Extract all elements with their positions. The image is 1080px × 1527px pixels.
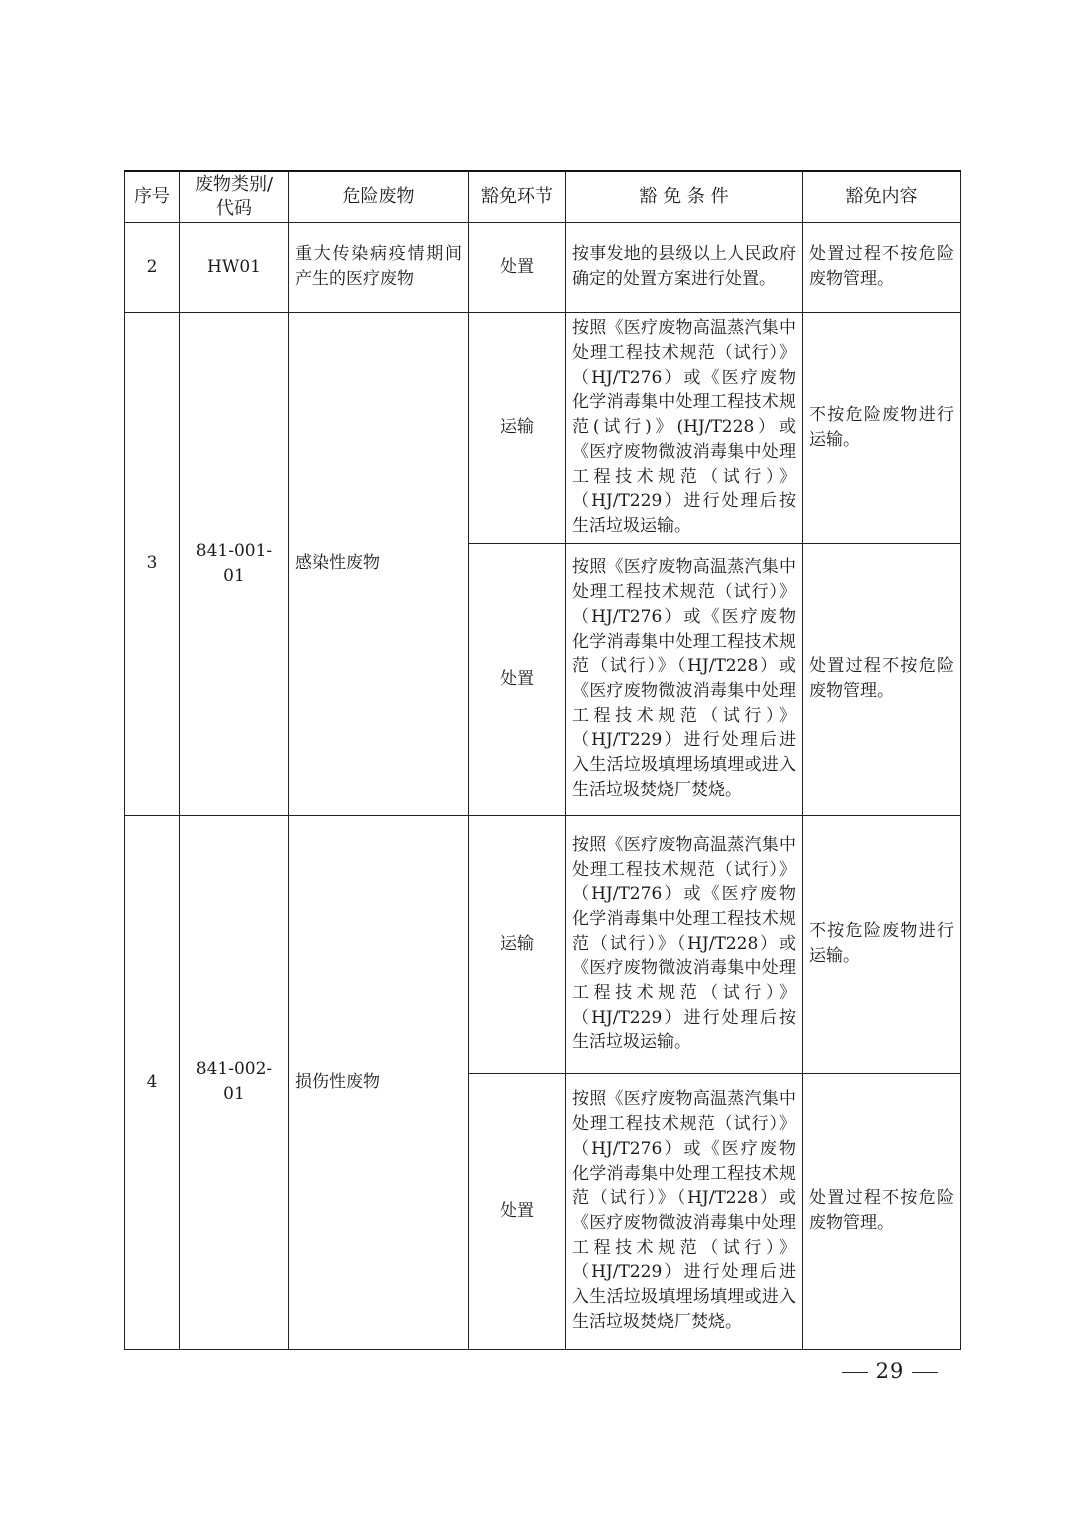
header-condition: 豁 免 条 件 — [566, 171, 803, 222]
stage-cell: 处置 — [469, 1073, 566, 1349]
waste-cell: 重大传染病疫情期间产生的医疗废物 — [289, 222, 469, 312]
content-cell: 不按危险废物进行运输。 — [803, 815, 961, 1073]
seq-cell: 2 — [125, 222, 180, 312]
condition-cell: 按事发地的县级以上人民政府确定的处置方案进行处置。 — [566, 222, 803, 312]
page-footer — [830, 1357, 950, 1385]
header-stage: 豁免环节 — [469, 171, 566, 222]
condition-cell: 按照《医疗废物高温蒸汽集中处理工程技术规范（试行）》（HJ/T276）或《医疗废物化学消毒集中处理工程技术规范(试行)》(HJ/T228）或《医疗废物微波消毒集中处理工程技术规范（试行）》（HJ/T229）进行处理后按生活垃圾运输。 — [566, 312, 803, 543]
header-code: 废物类别/代码 — [180, 171, 289, 222]
exemption-table — [124, 170, 961, 1350]
stage-cell: 处置 — [469, 222, 566, 312]
content-cell: 处置过程不按危险废物管理。 — [803, 222, 961, 312]
header-seq: 序号 — [125, 171, 180, 222]
page-number: 29 — [875, 1359, 905, 1383]
condition-cell: 按照《医疗废物高温蒸汽集中处理工程技术规范（试行）》（HJ/T276）或《医疗废物化学消毒集中处理工程技术规范（试行）》（HJ/T228）或《医疗废物微波消毒集中处理工程技术规范（试行）》（HJ/T229）进行处理后进入生活垃圾填埋场填埋或进入生活垃圾焚烧厂焚烧。 — [566, 543, 803, 815]
waste-cell: 损伤性废物 — [289, 815, 469, 1349]
stage-cell: 运输 — [469, 312, 566, 543]
code-cell: HW01 — [180, 222, 289, 312]
stage-cell: 运输 — [469, 815, 566, 1073]
header-waste: 危险废物 — [289, 171, 469, 222]
waste-cell: 感染性废物 — [289, 312, 469, 815]
footer-dash-right — [912, 1372, 938, 1373]
code-cell: 841-001-01 — [180, 312, 289, 815]
table-header-row — [125, 171, 961, 222]
header-content: 豁免内容 — [803, 171, 961, 222]
table-row — [125, 222, 961, 312]
seq-cell: 4 — [125, 815, 180, 1349]
content-cell: 处置过程不按危险废物管理。 — [803, 543, 961, 815]
seq-cell: 3 — [125, 312, 180, 815]
condition-cell: 按照《医疗废物高温蒸汽集中处理工程技术规范（试行）》（HJ/T276）或《医疗废物化学消毒集中处理工程技术规范（试行）》（HJ/T228）或《医疗废物微波消毒集中处理工程技术规范（试行）》（HJ/T229）进行处理后按生活垃圾运输。 — [566, 815, 803, 1073]
condition-cell: 按照《医疗废物高温蒸汽集中处理工程技术规范（试行）》（HJ/T276）或《医疗废物化学消毒集中处理工程技术规范（试行）》（HJ/T228）或《医疗废物微波消毒集中处理工程技术规范（试行）》（HJ/T229）进行处理后进入生活垃圾填埋场填埋或进入生活垃圾焚烧厂焚烧。 — [566, 1073, 803, 1349]
code-cell: 841-002-01 — [180, 815, 289, 1349]
table-row — [125, 815, 961, 1073]
content-cell: 处置过程不按危险废物管理。 — [803, 1073, 961, 1349]
footer-dash-left — [842, 1372, 868, 1373]
table-row — [125, 312, 961, 543]
stage-cell: 处置 — [469, 543, 566, 815]
content-cell: 不按危险废物进行运输。 — [803, 312, 961, 543]
